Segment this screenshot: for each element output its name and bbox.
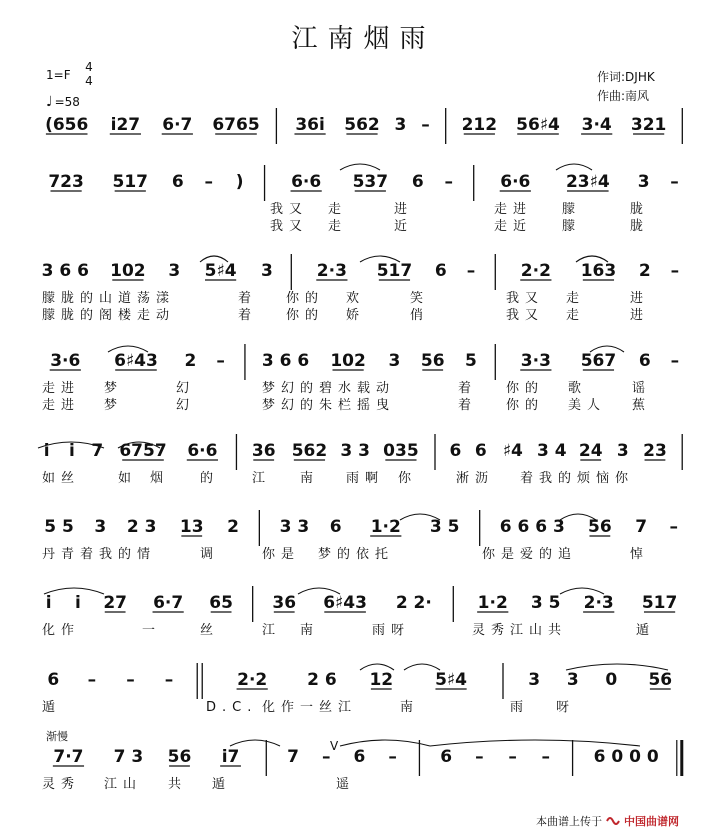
tempo-change-label: 渐慢: [46, 730, 68, 743]
lyric-segment: 走进: [494, 202, 533, 217]
lyric-segment: 遁: [42, 700, 62, 715]
lyric-segment: 遁: [636, 623, 656, 638]
lyricist-credit: 作词:DJHK: [597, 70, 655, 84]
lyric-segment: 南: [300, 623, 320, 638]
lyric-segment: 雨呀: [372, 623, 411, 638]
lyric-segment: 朦胧的阁楼走动: [42, 308, 176, 323]
lyric-segment: 胧: [630, 219, 650, 234]
lyric-segment: 走进: [42, 381, 81, 396]
note-group: 2: [227, 517, 239, 537]
lyric-segment: 化作: [42, 623, 81, 638]
note-group: –: [388, 747, 397, 767]
note-group: 517: [376, 261, 413, 281]
note-group: –: [670, 351, 680, 371]
note-group: –: [508, 747, 517, 767]
note-group: 6♯43: [114, 351, 158, 371]
note-group: 5♯4: [435, 670, 467, 690]
note-group: 6·7: [162, 115, 193, 135]
note-group: 6: [474, 441, 487, 461]
lyric-segment: 的: [200, 471, 220, 486]
note-group: 5 5: [44, 517, 74, 537]
lyric-segment: 俏: [410, 308, 430, 323]
lyric-segment: 进: [630, 291, 650, 306]
note-group: 6: [329, 517, 342, 537]
lyric-segment: 江山: [104, 777, 143, 792]
lyric-segment: 你: [398, 471, 418, 486]
note-group: 562: [344, 115, 380, 135]
lyric-segment: 南: [300, 471, 320, 486]
note-group: 212: [461, 115, 498, 135]
note-group: 6: [638, 351, 651, 371]
lyric-segment: 梦幻的朱栏摇曳: [262, 398, 396, 413]
note-group: 3: [394, 115, 407, 135]
note-group: 6·6: [187, 441, 218, 461]
note-group: 3: [388, 351, 401, 371]
note-group: 3: [528, 670, 541, 690]
site-logo-icon: [606, 815, 620, 827]
note-group: ♯4: [502, 441, 523, 461]
note-group: 23: [643, 441, 667, 461]
lyric-segment: 走: [566, 291, 586, 306]
note-group: i: [45, 593, 52, 613]
note-group: 102: [330, 351, 366, 371]
lyric-segment: 着我的烦恼你: [520, 471, 635, 486]
slur-arc: [44, 588, 104, 594]
note-group: ): [235, 172, 244, 192]
note-group: 27: [103, 593, 127, 613]
lyric-segment: 你是: [262, 547, 301, 562]
lyric-segment: 走: [328, 202, 348, 217]
lyric-segment: 梦幻的碧水载动: [262, 381, 396, 396]
lyric-segment: 我又: [506, 308, 545, 323]
note-group: 3 5: [429, 517, 460, 537]
lyric-segment: 朦: [562, 202, 582, 217]
note-group: 3: [637, 172, 650, 192]
lyric-segment: 你是爱的追: [482, 547, 578, 562]
note-group: 7 3: [113, 747, 144, 767]
lyric-segment: 烟: [150, 471, 170, 486]
note-group: 56: [588, 517, 612, 537]
lyric-segment: 蕉: [632, 398, 652, 413]
note-group: 6: [440, 747, 453, 767]
note-group: 3 4: [537, 441, 567, 461]
note-group: –: [670, 172, 679, 192]
note-group: 13: [179, 517, 204, 537]
note-group: 6: [353, 747, 366, 767]
lyric-segment: 灵秀: [42, 777, 81, 792]
lyric-segment: 朦: [562, 219, 582, 234]
note-group: 3: [94, 517, 107, 537]
lyric-segment: 丝: [200, 623, 220, 638]
note-group: 6: [434, 261, 447, 281]
note-group: 7: [635, 517, 648, 537]
note-group: 723: [48, 172, 84, 192]
note-group: 3 3: [279, 517, 310, 537]
note-group: 6·7: [153, 593, 184, 613]
note-group: i: [69, 441, 75, 461]
note-group: 2·2: [520, 261, 551, 281]
note-group: 2·2: [237, 670, 268, 690]
note-group: 3: [261, 261, 273, 281]
note-group: i: [43, 441, 50, 461]
key-signature: 1=F: [46, 68, 71, 82]
note-group: 517: [641, 593, 678, 613]
note-group: 0: [605, 670, 618, 690]
lyric-segment: 谣: [632, 381, 652, 396]
lyric-segment: 胧: [630, 202, 650, 217]
lyric-segment: 遁: [212, 777, 232, 792]
note-group: 6: [47, 670, 60, 690]
note-group: 6: [449, 441, 462, 461]
note-group: –: [216, 351, 225, 371]
lyric-segment: 你的: [506, 398, 545, 413]
lyric-segment: 着: [458, 398, 478, 413]
note-group: –: [204, 172, 213, 192]
note-group: 6757: [119, 441, 167, 461]
lyric-segment: 你的: [286, 308, 325, 323]
note-group: 1·2: [370, 517, 401, 537]
lyric-segment: 欢: [346, 291, 366, 306]
lyric-segment: 淅沥: [456, 471, 495, 486]
lyric-segment: 着: [238, 291, 258, 306]
note-group: 3 3: [340, 441, 370, 461]
note-group: 2: [184, 351, 197, 371]
lyric-segment: 着: [238, 308, 258, 323]
note-group: i7: [221, 747, 240, 767]
note-group: (656: [45, 115, 89, 135]
lyric-segment: 共: [168, 777, 188, 792]
lyric-segment: 娇: [346, 308, 366, 323]
note-group: 3·4: [581, 115, 612, 135]
note-group: 2·3: [583, 593, 614, 613]
footer-site-name: 中国曲谱网: [624, 815, 679, 828]
note-group: 2: [638, 261, 651, 281]
lyric-segment: 悼: [630, 547, 650, 562]
lyric-segment: 梦: [104, 381, 124, 396]
tempo-value: =58: [54, 95, 80, 109]
note-group: 6: [411, 172, 424, 192]
lyric-segment: 走: [566, 308, 586, 323]
slur-arc: [430, 740, 640, 746]
note-group: 7·7: [53, 747, 84, 767]
note-group: 56: [648, 670, 673, 690]
lyric-segment: 近: [394, 219, 414, 234]
note-group: 537: [352, 172, 389, 192]
note-group: 517: [112, 172, 149, 192]
slur-arc: [230, 740, 280, 746]
note-group: 2·3: [316, 261, 347, 281]
note-group: 56: [420, 351, 445, 371]
lyric-segment: 我又: [270, 202, 309, 217]
note-group: 7: [91, 441, 104, 461]
note-group: 3: [566, 670, 579, 690]
lyric-segment: 如: [118, 471, 138, 486]
lyric-segment: 遥: [336, 777, 356, 792]
quarter-note-icon: ♩: [46, 94, 53, 110]
lyric-segment: 走进: [42, 398, 81, 413]
composer-credit: 作曲:南风: [597, 89, 650, 103]
lyric-segment: 幻: [176, 381, 196, 396]
lyric-segment: 江: [262, 623, 282, 638]
note-group: 6·6: [291, 172, 322, 192]
note-group: 36i: [295, 115, 325, 135]
lyric-segment: 走近: [494, 219, 533, 234]
lyric-segment: 歌: [568, 381, 588, 396]
note-group: 36: [251, 441, 276, 461]
note-group: 6 0 0 0: [593, 747, 659, 767]
note-group: 3: [168, 261, 181, 281]
lyric-segment: 梦的依托: [318, 547, 395, 562]
note-group: –: [87, 670, 97, 690]
note-group: –: [421, 115, 430, 135]
note-group: 65: [209, 593, 233, 613]
slur-arc: [340, 740, 430, 746]
note-group: 36: [272, 593, 297, 613]
lyric-segment: 朦胧的山道荡漾: [42, 291, 176, 306]
note-group: –: [541, 747, 551, 767]
lyric-segment: 你的: [286, 291, 325, 306]
note-group: 035: [383, 441, 419, 461]
slur-arc: [340, 164, 380, 170]
note-group: 3: [616, 441, 629, 461]
note-group: –: [669, 517, 678, 537]
time-signature-top: 4: [85, 60, 93, 74]
lyric-segment: 你的: [506, 381, 545, 396]
time-signature-bottom: 4: [85, 74, 93, 88]
note-group: 56: [167, 747, 192, 767]
lyric-segment: 我又: [270, 219, 309, 234]
note-group: 1·2: [477, 593, 508, 613]
lyric-segment: 灵秀江山共: [472, 623, 568, 638]
breath-mark: V: [330, 739, 339, 753]
lyric-segment: 雨: [510, 700, 530, 715]
note-group: 3·3: [520, 351, 551, 371]
lyric-segment: 着: [458, 381, 478, 396]
footer-upload-credit: [536, 813, 679, 829]
note-group: 23♯4: [565, 172, 610, 192]
note-group: i: [75, 593, 81, 613]
lyric-segment: 南: [400, 700, 420, 715]
footer-text: 本曲谱上传于: [536, 815, 602, 828]
lyric-segment: 我又: [506, 291, 545, 306]
note-group: 3·6: [50, 351, 81, 371]
note-group: 321: [630, 115, 667, 135]
lyric-segment: 走: [328, 219, 348, 234]
note-group: i27: [110, 115, 141, 135]
lyric-segment: 呀: [556, 700, 576, 715]
note-group: –: [126, 670, 135, 690]
note-group: 2 2·: [395, 593, 432, 613]
note-group: –: [444, 172, 454, 192]
lyric-segment: 进: [394, 202, 414, 217]
note-group: 2 6: [307, 670, 337, 690]
lyric-segment: D.C.: [206, 700, 258, 715]
lyric-segment: 一: [142, 623, 162, 638]
note-group: 6765: [212, 115, 260, 135]
lyric-segment: 如丝: [42, 471, 81, 486]
lyric-segment: 进: [630, 308, 650, 323]
lyric-segment: 化作一丝江: [262, 700, 358, 715]
note-group: 7: [287, 747, 300, 767]
note-group: –: [475, 747, 484, 767]
note-group: –: [466, 261, 476, 281]
note-group: 6·6: [500, 172, 531, 192]
note-group: 6: [171, 172, 184, 192]
note-group: –: [670, 261, 680, 281]
note-group: 56♯4: [516, 115, 560, 135]
note-group: 2 3: [126, 517, 157, 537]
note-group: 102: [110, 261, 146, 281]
note-group: 163: [580, 261, 617, 281]
song-title: 江南烟雨: [291, 24, 436, 54]
note-group: 5: [465, 351, 477, 371]
lyric-segment: 调: [200, 547, 220, 562]
lyric-segment: 雨啊: [346, 471, 385, 486]
note-group: 6 6 6 3: [499, 517, 565, 537]
lyric-segment: 丹青着我的情: [42, 547, 157, 562]
note-group: –: [322, 747, 331, 767]
lyric-segment: 江: [252, 471, 272, 486]
note-group: –: [164, 670, 174, 690]
lyric-segment: 幻: [176, 398, 196, 413]
lyric-segment: 梦: [104, 398, 124, 413]
note-group: 12: [369, 670, 394, 690]
slur-arc: [556, 164, 592, 170]
note-group: 3 5: [530, 593, 561, 613]
note-group: 5♯4: [204, 261, 237, 281]
note-group: 3 6 6: [41, 261, 89, 281]
lyric-segment: 笑: [410, 291, 430, 306]
note-group: 3 6 6: [261, 351, 310, 371]
note-group: 6♯43: [323, 593, 367, 613]
note-group: 24: [578, 441, 603, 461]
note-group: 562: [291, 441, 328, 461]
note-group: 567: [580, 351, 617, 371]
lyric-segment: 美人: [568, 398, 607, 413]
